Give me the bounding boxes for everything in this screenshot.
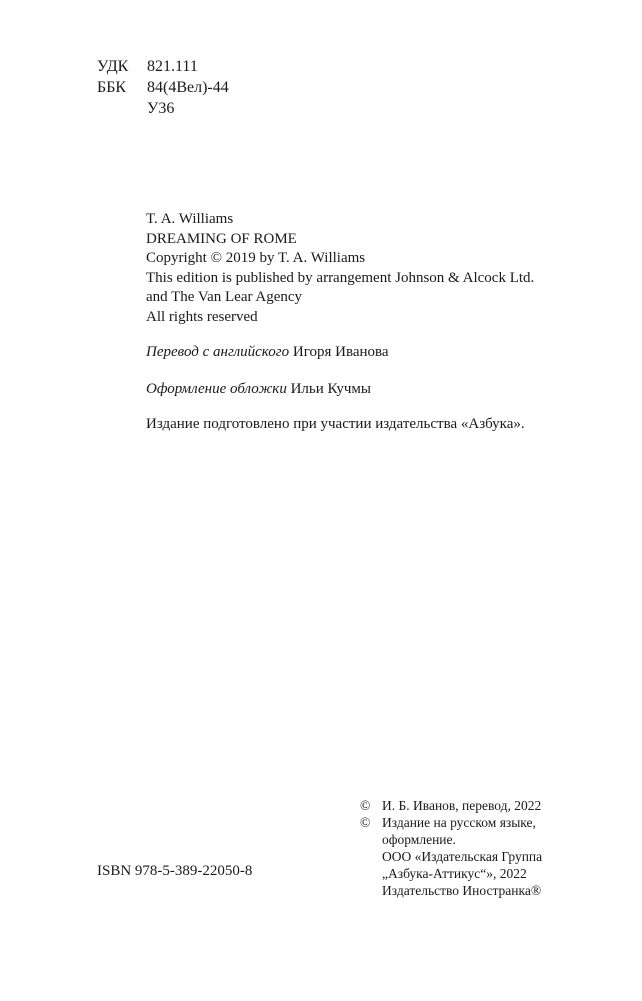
rights-entry-translation xyxy=(360,797,542,814)
original-copyright-block xyxy=(146,210,534,327)
rights-reserved-line: All rights reserved xyxy=(146,308,258,325)
rights-line: Издательство Иностранка® xyxy=(382,883,542,898)
classification-value: 84(4Вел)-44 xyxy=(147,79,229,96)
classification-bbk xyxy=(97,77,229,98)
rights-entry-edition xyxy=(360,814,542,848)
publisher-note: Издание подготовлено при участии издательства «Азбука». xyxy=(146,416,525,432)
copyright-symbol: © xyxy=(360,815,371,830)
classification-value: У36 xyxy=(147,100,175,117)
copyright-symbol: © xyxy=(360,798,371,813)
classification-key: ББК xyxy=(97,79,127,96)
credit-name: Ильи Кучмы xyxy=(290,381,372,397)
translation-credit xyxy=(146,343,389,362)
credit-role: Оформление обложки xyxy=(146,381,287,397)
classification-author-mark xyxy=(97,98,229,119)
rights-line: ООО «Издательская Группа xyxy=(382,849,543,864)
agency-line: and The Van Lear Agency xyxy=(146,289,303,305)
isbn: ISBN 978-5-389-22050-8 xyxy=(97,863,253,879)
copyright-line: Copyright © 2019 by T. A. Williams xyxy=(146,250,366,266)
classification-value: 821.111 xyxy=(147,58,198,75)
classification-udk xyxy=(97,56,229,77)
rights-line: И. Б. Иванов, перевод, 2022 xyxy=(382,798,542,813)
original-author: T. A. Williams xyxy=(146,211,234,227)
classification-block xyxy=(97,56,229,119)
classification-key xyxy=(97,98,147,119)
credit-role: Перевод с английского xyxy=(146,344,290,360)
rights-entry-publisher xyxy=(360,848,542,899)
cover-design-credit xyxy=(146,380,371,399)
arrangement-line: This edition is published by arrangement Johnson & Alcock Ltd. xyxy=(146,269,535,286)
rights-line: оформление. xyxy=(382,832,456,847)
rights-line: Издание на русском языке, xyxy=(382,815,536,830)
credit-name: Игоря Иванова xyxy=(292,344,389,360)
russian-rights-block xyxy=(360,797,542,899)
original-title: DREAMING OF ROME xyxy=(146,230,297,247)
classification-key: УДК xyxy=(97,58,129,75)
rights-line: „Азбука-Аттикус“», 2022 xyxy=(382,866,527,881)
